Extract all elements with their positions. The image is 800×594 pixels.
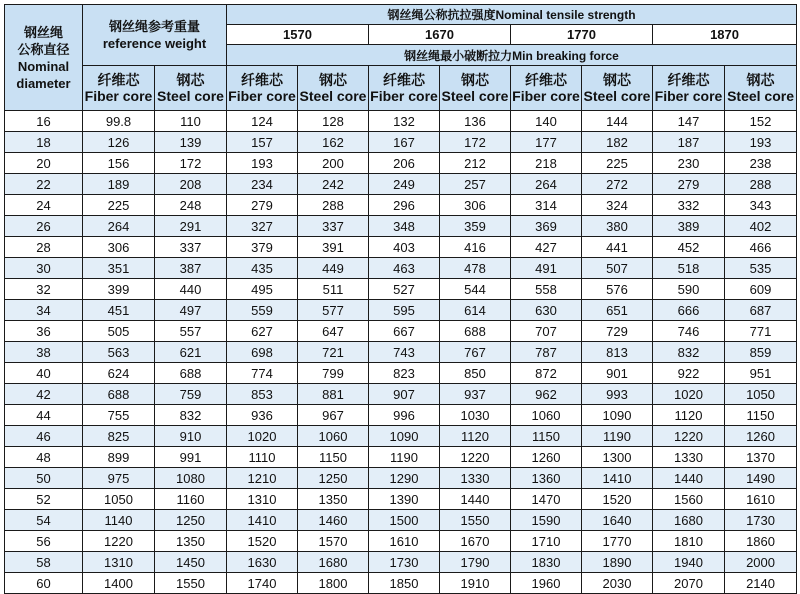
table-cell: 1610 xyxy=(369,531,440,552)
table-row xyxy=(5,426,797,447)
table-cell: 1330 xyxy=(440,468,511,489)
table-cell: 124 xyxy=(227,111,298,132)
table-cell: 1730 xyxy=(725,510,797,531)
diameter-cell: 26 xyxy=(5,216,83,237)
table-cell: 647 xyxy=(298,321,369,342)
table-cell: 1020 xyxy=(653,384,725,405)
table-cell: 2000 xyxy=(725,552,797,573)
diameter-cell: 28 xyxy=(5,237,83,258)
table-cell: 1220 xyxy=(440,447,511,468)
table-cell: 324 xyxy=(582,195,653,216)
fiber-core-header: 纤维芯 Fiber core xyxy=(653,66,725,111)
table-cell: 1120 xyxy=(440,426,511,447)
table-cell: 264 xyxy=(511,174,582,195)
table-cell: 128 xyxy=(298,111,369,132)
table-cell: 1440 xyxy=(440,489,511,510)
table-cell: 1360 xyxy=(511,468,582,489)
diameter-cell: 58 xyxy=(5,552,83,573)
table-cell: 1470 xyxy=(511,489,582,510)
table-cell: 899 xyxy=(83,447,155,468)
table-cell: 872 xyxy=(511,363,582,384)
table-cell: 1440 xyxy=(653,468,725,489)
table-cell: 208 xyxy=(155,174,227,195)
table-cell: 2030 xyxy=(582,573,653,594)
table-cell: 1290 xyxy=(369,468,440,489)
table-cell: 1020 xyxy=(227,426,298,447)
table-cell: 1250 xyxy=(155,510,227,531)
table-cell: 1300 xyxy=(582,447,653,468)
table-cell: 380 xyxy=(582,216,653,237)
header-row-1 xyxy=(5,5,797,25)
table-cell: 936 xyxy=(227,405,298,426)
table-cell: 1770 xyxy=(582,531,653,552)
table-cell: 832 xyxy=(653,342,725,363)
table-cell: 630 xyxy=(511,300,582,321)
table-row xyxy=(5,363,797,384)
table-cell: 110 xyxy=(155,111,227,132)
table-cell: 1260 xyxy=(725,426,797,447)
table-cell: 157 xyxy=(227,132,298,153)
table-cell: 951 xyxy=(725,363,797,384)
reference-weight-header: 钢丝绳参考重量 reference weight xyxy=(83,5,227,66)
table-row xyxy=(5,111,797,132)
table-cell: 187 xyxy=(653,132,725,153)
table-cell: 1190 xyxy=(369,447,440,468)
table-cell: 743 xyxy=(369,342,440,363)
table-cell: 627 xyxy=(227,321,298,342)
table-cell: 2140 xyxy=(725,573,797,594)
table-row xyxy=(5,174,797,195)
table-cell: 1250 xyxy=(298,468,369,489)
table-cell: 218 xyxy=(511,153,582,174)
table-cell: 248 xyxy=(155,195,227,216)
table-cell: 162 xyxy=(298,132,369,153)
table-cell: 937 xyxy=(440,384,511,405)
table-cell: 558 xyxy=(511,279,582,300)
table-cell: 1630 xyxy=(227,552,298,573)
table-cell: 172 xyxy=(440,132,511,153)
table-cell: 1520 xyxy=(227,531,298,552)
diameter-cell: 24 xyxy=(5,195,83,216)
table-cell: 225 xyxy=(582,153,653,174)
table-cell: 491 xyxy=(511,258,582,279)
table-cell: 234 xyxy=(227,174,298,195)
table-cell: 449 xyxy=(298,258,369,279)
table-cell: 391 xyxy=(298,237,369,258)
table-cell: 787 xyxy=(511,342,582,363)
table-cell: 688 xyxy=(83,384,155,405)
table-cell: 1740 xyxy=(227,573,298,594)
table-cell: 389 xyxy=(653,216,725,237)
table-cell: 1150 xyxy=(511,426,582,447)
table-cell: 698 xyxy=(227,342,298,363)
table-cell: 478 xyxy=(440,258,511,279)
fiber-core-header: 纤维芯 Fiber core xyxy=(227,66,298,111)
diameter-cell: 34 xyxy=(5,300,83,321)
table-cell: 230 xyxy=(653,153,725,174)
table-cell: 813 xyxy=(582,342,653,363)
table-cell: 399 xyxy=(83,279,155,300)
table-cell: 264 xyxy=(83,216,155,237)
table-cell: 707 xyxy=(511,321,582,342)
table-cell: 144 xyxy=(582,111,653,132)
table-row xyxy=(5,237,797,258)
table-cell: 563 xyxy=(83,342,155,363)
table-cell: 463 xyxy=(369,258,440,279)
table-cell: 332 xyxy=(653,195,725,216)
table-cell: 991 xyxy=(155,447,227,468)
table-cell: 495 xyxy=(227,279,298,300)
table-cell: 200 xyxy=(298,153,369,174)
table-cell: 379 xyxy=(227,237,298,258)
fiber-core-header: 纤维芯 Fiber core xyxy=(369,66,440,111)
table-row xyxy=(5,195,797,216)
table-row xyxy=(5,531,797,552)
table-cell: 279 xyxy=(227,195,298,216)
table-cell: 975 xyxy=(83,468,155,489)
table-cell: 452 xyxy=(653,237,725,258)
table-cell: 296 xyxy=(369,195,440,216)
table-cell: 544 xyxy=(440,279,511,300)
table-cell: 242 xyxy=(298,174,369,195)
table-row xyxy=(5,489,797,510)
table-cell: 771 xyxy=(725,321,797,342)
table-cell: 507 xyxy=(582,258,653,279)
table-cell: 1210 xyxy=(227,468,298,489)
table-cell: 1080 xyxy=(155,468,227,489)
diameter-cell: 52 xyxy=(5,489,83,510)
table-cell: 152 xyxy=(725,111,797,132)
table-cell: 1730 xyxy=(369,552,440,573)
table-cell: 907 xyxy=(369,384,440,405)
table-cell: 859 xyxy=(725,342,797,363)
table-cell: 996 xyxy=(369,405,440,426)
table-row xyxy=(5,216,797,237)
table-cell: 1120 xyxy=(653,405,725,426)
table-cell: 337 xyxy=(298,216,369,237)
table-cell: 614 xyxy=(440,300,511,321)
table-cell: 1850 xyxy=(369,573,440,594)
table-cell: 1890 xyxy=(582,552,653,573)
table-cell: 2070 xyxy=(653,573,725,594)
steel-core-header: 钢芯 Steel core xyxy=(582,66,653,111)
table-cell: 427 xyxy=(511,237,582,258)
wire-rope-spec-table xyxy=(4,4,797,594)
steel-core-header: 钢芯 Steel core xyxy=(155,66,227,111)
table-body xyxy=(5,111,797,594)
table-cell: 832 xyxy=(155,405,227,426)
table-cell: 767 xyxy=(440,342,511,363)
table-cell: 1140 xyxy=(83,510,155,531)
table-cell: 359 xyxy=(440,216,511,237)
table-cell: 1500 xyxy=(369,510,440,531)
table-cell: 511 xyxy=(298,279,369,300)
table-cell: 182 xyxy=(582,132,653,153)
table-cell: 1960 xyxy=(511,573,582,594)
table-cell: 962 xyxy=(511,384,582,405)
table-cell: 172 xyxy=(155,153,227,174)
table-cell: 225 xyxy=(83,195,155,216)
diameter-cell: 56 xyxy=(5,531,83,552)
table-cell: 369 xyxy=(511,216,582,237)
diameter-cell: 22 xyxy=(5,174,83,195)
diameter-cell: 36 xyxy=(5,321,83,342)
table-cell: 440 xyxy=(155,279,227,300)
table-cell: 1940 xyxy=(653,552,725,573)
table-cell: 1310 xyxy=(83,552,155,573)
table-cell: 387 xyxy=(155,258,227,279)
table-cell: 291 xyxy=(155,216,227,237)
diameter-cell: 50 xyxy=(5,468,83,489)
table-cell: 1220 xyxy=(83,531,155,552)
table-cell: 1350 xyxy=(155,531,227,552)
table-cell: 140 xyxy=(511,111,582,132)
table-cell: 416 xyxy=(440,237,511,258)
table-cell: 1350 xyxy=(298,489,369,510)
table-cell: 1860 xyxy=(725,531,797,552)
diameter-cell: 30 xyxy=(5,258,83,279)
table-cell: 621 xyxy=(155,342,227,363)
table-cell: 403 xyxy=(369,237,440,258)
table-row xyxy=(5,447,797,468)
table-cell: 1810 xyxy=(653,531,725,552)
table-cell: 1060 xyxy=(511,405,582,426)
table-cell: 1410 xyxy=(582,468,653,489)
table-row xyxy=(5,300,797,321)
table-cell: 402 xyxy=(725,216,797,237)
table-cell: 343 xyxy=(725,195,797,216)
table-cell: 967 xyxy=(298,405,369,426)
table-cell: 1560 xyxy=(653,489,725,510)
table-cell: 337 xyxy=(155,237,227,258)
table-cell: 327 xyxy=(227,216,298,237)
table-cell: 288 xyxy=(298,195,369,216)
table-cell: 850 xyxy=(440,363,511,384)
table-cell: 1260 xyxy=(511,447,582,468)
table-cell: 351 xyxy=(83,258,155,279)
table-cell: 1670 xyxy=(440,531,511,552)
table-row xyxy=(5,510,797,531)
fiber-core-header: 纤维芯 Fiber core xyxy=(83,66,155,111)
table-cell: 314 xyxy=(511,195,582,216)
table-cell: 755 xyxy=(83,405,155,426)
table-cell: 1790 xyxy=(440,552,511,573)
table-row xyxy=(5,405,797,426)
table-cell: 272 xyxy=(582,174,653,195)
table-cell: 1160 xyxy=(155,489,227,510)
table-cell: 306 xyxy=(83,237,155,258)
table-cell: 1570 xyxy=(298,531,369,552)
table-cell: 1460 xyxy=(298,510,369,531)
grade-1570-header: 1570 xyxy=(227,25,369,45)
diameter-cell: 46 xyxy=(5,426,83,447)
table-cell: 774 xyxy=(227,363,298,384)
table-cell: 1110 xyxy=(227,447,298,468)
table-cell: 1370 xyxy=(725,447,797,468)
table-cell: 1680 xyxy=(298,552,369,573)
grade-1770-header: 1770 xyxy=(511,25,653,45)
table-cell: 497 xyxy=(155,300,227,321)
diameter-cell: 40 xyxy=(5,363,83,384)
table-cell: 288 xyxy=(725,174,797,195)
table-cell: 156 xyxy=(83,153,155,174)
table-cell: 559 xyxy=(227,300,298,321)
table-cell: 595 xyxy=(369,300,440,321)
table-cell: 1590 xyxy=(511,510,582,531)
tensile-strength-header: 钢丝绳公称抗拉强度Nominal tensile strength xyxy=(227,5,797,25)
table-cell: 132 xyxy=(369,111,440,132)
table-cell: 910 xyxy=(155,426,227,447)
table-cell: 1610 xyxy=(725,489,797,510)
steel-core-header: 钢芯 Steel core xyxy=(298,66,369,111)
table-cell: 1090 xyxy=(369,426,440,447)
table-cell: 577 xyxy=(298,300,369,321)
diameter-cell: 42 xyxy=(5,384,83,405)
table-cell: 1050 xyxy=(725,384,797,405)
table-cell: 759 xyxy=(155,384,227,405)
table-cell: 1060 xyxy=(298,426,369,447)
table-cell: 535 xyxy=(725,258,797,279)
diameter-cell: 16 xyxy=(5,111,83,132)
diameter-cell: 18 xyxy=(5,132,83,153)
table-cell: 688 xyxy=(440,321,511,342)
table-cell: 527 xyxy=(369,279,440,300)
table-cell: 206 xyxy=(369,153,440,174)
table-cell: 1390 xyxy=(369,489,440,510)
table-cell: 729 xyxy=(582,321,653,342)
diameter-cell: 20 xyxy=(5,153,83,174)
table-cell: 590 xyxy=(653,279,725,300)
table-cell: 1830 xyxy=(511,552,582,573)
table-cell: 1150 xyxy=(725,405,797,426)
table-cell: 687 xyxy=(725,300,797,321)
table-cell: 1220 xyxy=(653,426,725,447)
table-cell: 688 xyxy=(155,363,227,384)
table-cell: 666 xyxy=(653,300,725,321)
table-row xyxy=(5,153,797,174)
table-cell: 1150 xyxy=(298,447,369,468)
table-row xyxy=(5,342,797,363)
table-cell: 1330 xyxy=(653,447,725,468)
grade-1870-header: 1870 xyxy=(653,25,797,45)
diameter-cell: 54 xyxy=(5,510,83,531)
table-cell: 746 xyxy=(653,321,725,342)
table-cell: 1680 xyxy=(653,510,725,531)
table-cell: 518 xyxy=(653,258,725,279)
table-cell: 177 xyxy=(511,132,582,153)
diameter-cell: 44 xyxy=(5,405,83,426)
table-cell: 1050 xyxy=(83,489,155,510)
steel-core-header: 钢芯 Steel core xyxy=(440,66,511,111)
table-cell: 147 xyxy=(653,111,725,132)
table-cell: 922 xyxy=(653,363,725,384)
breaking-force-header: 钢丝绳最小破断拉力Min breaking force xyxy=(227,45,797,66)
table-cell: 189 xyxy=(83,174,155,195)
table-cell: 306 xyxy=(440,195,511,216)
table-cell: 1090 xyxy=(582,405,653,426)
table-cell: 99.8 xyxy=(83,111,155,132)
table-cell: 139 xyxy=(155,132,227,153)
fiber-core-header: 纤维芯 Fiber core xyxy=(511,66,582,111)
table-cell: 823 xyxy=(369,363,440,384)
grade-1670-header: 1670 xyxy=(369,25,511,45)
table-cell: 238 xyxy=(725,153,797,174)
table-row xyxy=(5,552,797,573)
table-cell: 993 xyxy=(582,384,653,405)
table-cell: 126 xyxy=(83,132,155,153)
table-cell: 667 xyxy=(369,321,440,342)
table-row xyxy=(5,132,797,153)
table-cell: 1520 xyxy=(582,489,653,510)
table-cell: 799 xyxy=(298,363,369,384)
table-row xyxy=(5,468,797,489)
steel-core-header: 钢芯 Steel core xyxy=(725,66,797,111)
table-cell: 651 xyxy=(582,300,653,321)
table-cell: 505 xyxy=(83,321,155,342)
table-cell: 1910 xyxy=(440,573,511,594)
table-cell: 721 xyxy=(298,342,369,363)
spec-table-container xyxy=(4,4,796,594)
table-cell: 1400 xyxy=(83,573,155,594)
table-cell: 435 xyxy=(227,258,298,279)
table-cell: 279 xyxy=(653,174,725,195)
table-cell: 348 xyxy=(369,216,440,237)
table-cell: 441 xyxy=(582,237,653,258)
header-row-core xyxy=(5,66,797,111)
table-cell: 624 xyxy=(83,363,155,384)
table-cell: 167 xyxy=(369,132,440,153)
table-row xyxy=(5,573,797,594)
table-cell: 1490 xyxy=(725,468,797,489)
table-cell: 853 xyxy=(227,384,298,405)
diameter-cell: 48 xyxy=(5,447,83,468)
table-cell: 881 xyxy=(298,384,369,405)
table-cell: 1310 xyxy=(227,489,298,510)
table-row xyxy=(5,258,797,279)
diameter-cell: 60 xyxy=(5,573,83,594)
table-cell: 1190 xyxy=(582,426,653,447)
table-cell: 1550 xyxy=(440,510,511,531)
table-cell: 451 xyxy=(83,300,155,321)
table-cell: 1550 xyxy=(155,573,227,594)
table-row xyxy=(5,321,797,342)
table-cell: 1640 xyxy=(582,510,653,531)
table-cell: 193 xyxy=(725,132,797,153)
table-cell: 609 xyxy=(725,279,797,300)
table-cell: 466 xyxy=(725,237,797,258)
diameter-cell: 32 xyxy=(5,279,83,300)
nominal-diameter-header: 钢丝绳 公称直径 Nominal diameter xyxy=(5,5,83,111)
table-cell: 901 xyxy=(582,363,653,384)
table-cell: 825 xyxy=(83,426,155,447)
table-cell: 1710 xyxy=(511,531,582,552)
table-cell: 576 xyxy=(582,279,653,300)
table-cell: 193 xyxy=(227,153,298,174)
table-cell: 1800 xyxy=(298,573,369,594)
table-cell: 557 xyxy=(155,321,227,342)
diameter-cell: 38 xyxy=(5,342,83,363)
table-cell: 136 xyxy=(440,111,511,132)
table-row xyxy=(5,384,797,405)
table-cell: 1030 xyxy=(440,405,511,426)
table-cell: 257 xyxy=(440,174,511,195)
table-cell: 249 xyxy=(369,174,440,195)
table-cell: 1410 xyxy=(227,510,298,531)
table-cell: 212 xyxy=(440,153,511,174)
table-row xyxy=(5,279,797,300)
table-cell: 1450 xyxy=(155,552,227,573)
